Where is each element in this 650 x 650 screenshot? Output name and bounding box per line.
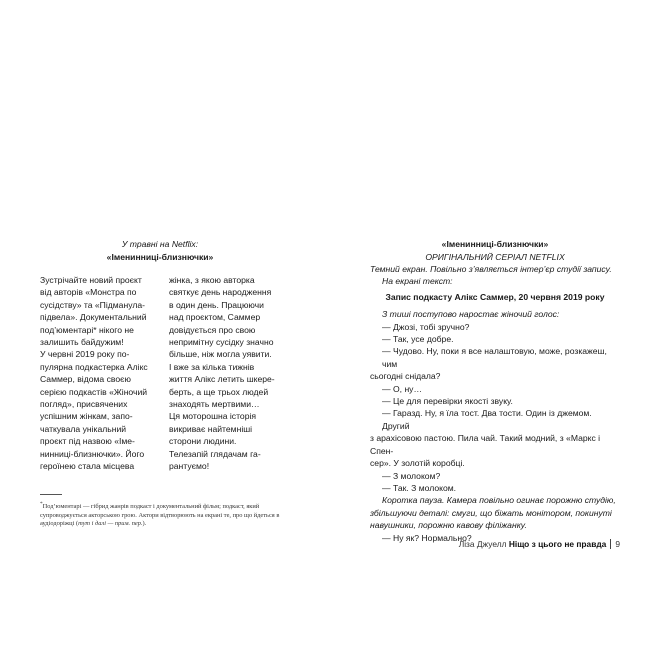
footer-book-title: Ніщо з цього не правда	[508, 539, 607, 549]
text-line: под’юментарі* нікого не	[40, 324, 134, 335]
text-line: І вже за кілька тижнів	[169, 361, 255, 372]
text-line: Саммер, відома своєю	[40, 374, 131, 385]
text-line: героїнею стала місцева	[40, 461, 135, 472]
footer-divider	[610, 539, 611, 549]
dialogue-line: сер». У золотій коробці.	[370, 458, 465, 469]
running-footer	[370, 538, 620, 550]
text-line: пулярна подкастерка Алікс	[40, 361, 148, 372]
footnote-rule	[40, 494, 62, 495]
text-line: підвела». Документальний	[40, 312, 147, 323]
dialogue-line: — Це для перевірки якості звуку.	[382, 396, 513, 407]
footnote-tail: ).	[142, 520, 147, 528]
text-line: проєкт під назвою «Іме-	[40, 436, 135, 447]
text-line: святкує день народження	[169, 287, 272, 298]
text-line: більше, ніж могла уявити.	[169, 349, 272, 360]
text-line: Зустрічайте новий проєкт	[40, 275, 142, 285]
dialogue-line: — Гаразд. Ну, я їла тост. Два тости. Один із джемом. Другий	[382, 408, 592, 431]
text-line: непримітну сусідку значно	[169, 337, 274, 348]
script-header	[370, 238, 620, 263]
text-line: нинниці-близнючки». Його	[40, 448, 145, 459]
text-line: У червні 2019 року по-	[40, 349, 130, 360]
footnote-mark: *	[40, 501, 43, 507]
dialogue-line: — Чудово. Ну, поки я все налаштовую, може, розкажеш, чим	[382, 346, 607, 369]
promo-column-left	[40, 274, 160, 473]
text-line: сторони людини.	[169, 436, 237, 447]
stage-direction: З тиші поступово наростає жіночий голос:	[382, 309, 560, 320]
text-line: залишить байдужим!	[40, 337, 124, 348]
stage-direction: На екрані текст:	[382, 276, 453, 287]
text-line: рантуємо!	[169, 461, 210, 472]
text-line: Телезапій глядачам га-	[169, 448, 261, 459]
promo-column-right	[169, 274, 280, 473]
script-subtitle: ОРИГІНАЛЬНИЙ СЕРІАЛ NETFLIX	[425, 251, 565, 262]
dialogue-line: — Так. З молоком.	[382, 482, 457, 493]
dialogue-line: — Джозі, тобі зручно?	[382, 321, 470, 332]
stage-direction: Коротка пауза. Камера повільно огинає порожню студію,	[382, 495, 616, 506]
dialogue-line: сьогодні снідала?	[370, 371, 441, 382]
text-line: знаходять мертвими…	[169, 399, 260, 410]
right-page	[370, 238, 620, 544]
promo-intro: У травні на Netflix:	[121, 239, 199, 249]
text-line: викриває найтемніші	[169, 423, 253, 434]
footnote-italic: тут і далі — прим. пер.	[78, 520, 143, 528]
promo-header	[40, 238, 280, 263]
recording-caption: Запис подкасту Алікс Саммер, 20 червня 2019 року	[385, 291, 605, 302]
text-line: від авторів «Монстра по	[40, 287, 137, 298]
text-line: чаткувала унікальний	[40, 423, 127, 434]
text-line: серією подкастів «Жіночий	[40, 386, 148, 397]
footnote	[40, 500, 280, 529]
footnote-text: Под’юментарі — гібрид жанрів подкаст і документальний фільм; подкаст, який супроводжується акторською грою. Актори відтворюють на екрані те, про що йдеться в аудіодоріжці (	[40, 503, 280, 528]
stage-direction: Темний екран. Повільно з’являється інтер’єр студії запису.	[370, 264, 612, 274]
text-line: життя Алікс летить шкере-	[169, 374, 275, 385]
footer-author: Ліза Джуелл	[458, 539, 507, 549]
text-line: довідується про свою	[169, 324, 256, 335]
left-page	[40, 238, 280, 514]
script-title: «Іменинниці-близнючки»	[441, 239, 549, 249]
text-line: сусідству» та «Підманула-	[40, 299, 145, 310]
script-body	[370, 263, 620, 544]
text-line: над проєктом, Саммер	[169, 312, 261, 323]
dialogue-line: — З молоком?	[382, 470, 441, 481]
dialogue-line: — Ну як? Нормально?	[382, 532, 472, 543]
text-line: погляд», присвячених	[40, 399, 128, 410]
promo-show-title: «Іменинниці-близнючки»	[106, 251, 214, 262]
text-line: в один день. Працюючи	[169, 299, 264, 310]
text-line: успішним жінкам, запо-	[40, 411, 133, 422]
promo-columns	[40, 274, 280, 514]
text-line: Ця моторошна історія	[169, 411, 257, 422]
dialogue-line: — Так, усе добре.	[382, 334, 454, 345]
stage-direction: збільшуючи деталі: смуги, що біжать монітором, покинуті	[370, 507, 612, 518]
stage-direction: навушники, порожню кавову філіжанку.	[370, 520, 527, 531]
dialogue-line: з арахісовою пастою. Пила чай. Такий модний, з «Маркс і Спен-	[370, 433, 601, 456]
text-line: жінка, з якою авторка	[169, 275, 255, 285]
page-number: 9	[615, 539, 620, 549]
dialogue-line: — О, ну…	[382, 383, 423, 394]
text-line: берть, а ще трьох людей	[169, 386, 269, 397]
